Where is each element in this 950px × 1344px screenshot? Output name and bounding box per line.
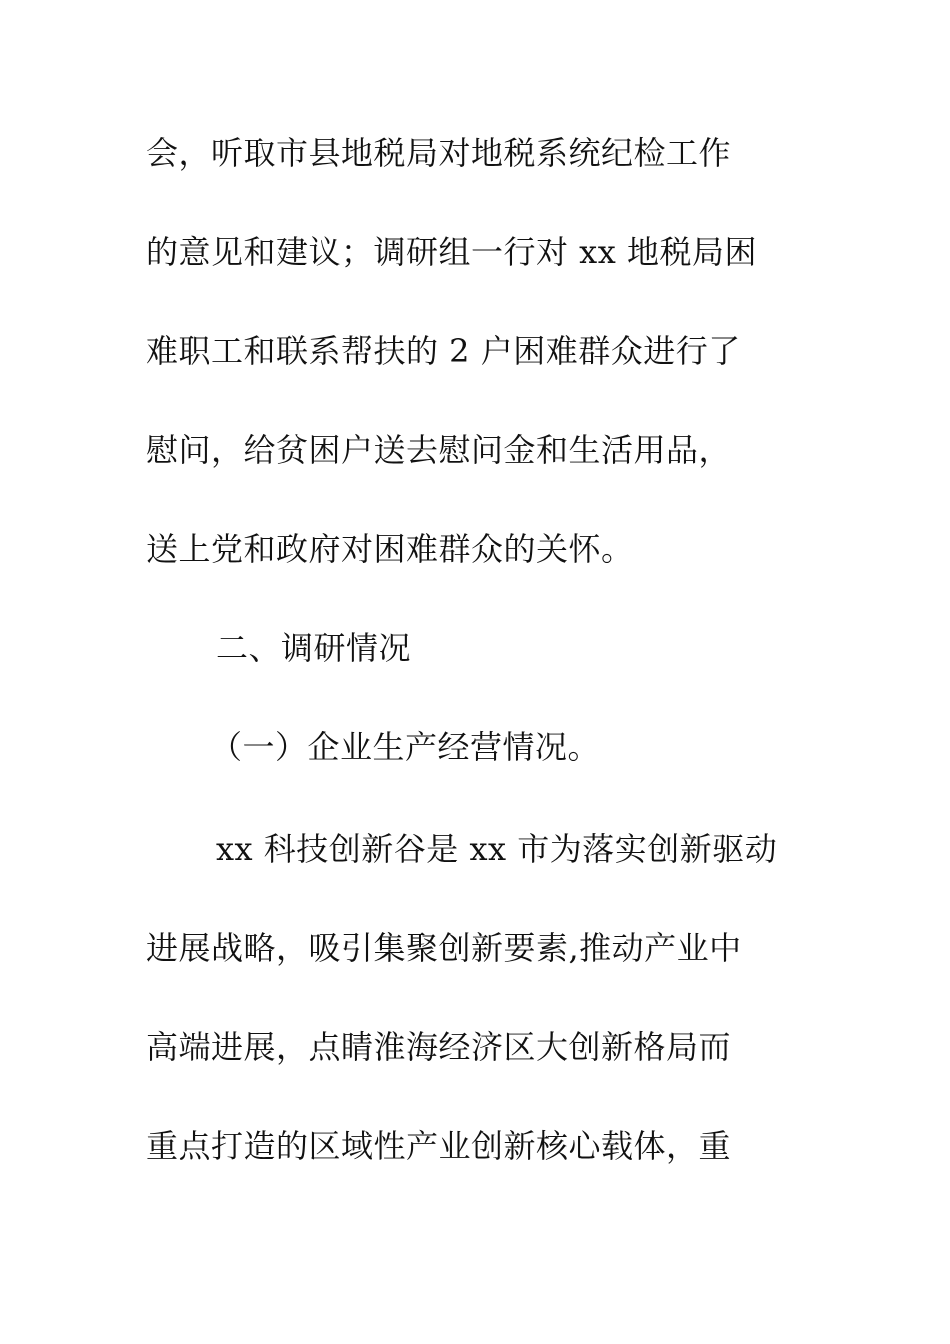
paragraph-line: 慰问，给贫困户送去慰问金和生活用品，: [146, 431, 732, 469]
paragraph-line: 重点打造的区域性产业创新核心载体，重: [146, 1127, 732, 1165]
paragraph-line: 难职工和联系帮扶的 2 户困难群众进行了: [146, 332, 741, 370]
paragraph-line: 高端进展，点睛淮海经济区大创新格局而: [146, 1028, 732, 1066]
paragraph-line: 进展战略，吸引集聚创新要素,推动产业中: [146, 929, 742, 967]
paragraph-line: 的意见和建议；调研组一行对 xx 地税局困: [146, 233, 757, 271]
paragraph-line: 会，听取市县地税局对地税系统纪检工作: [146, 134, 732, 172]
subsection-heading: （一）企业生产经营情况。: [210, 728, 601, 766]
section-heading: 二、调研情况: [216, 629, 412, 667]
paragraph-line: xx 科技创新谷是 xx 市为落实创新驱动: [216, 830, 778, 868]
paragraph-line: 送上党和政府对困难群众的关怀。: [146, 530, 634, 568]
